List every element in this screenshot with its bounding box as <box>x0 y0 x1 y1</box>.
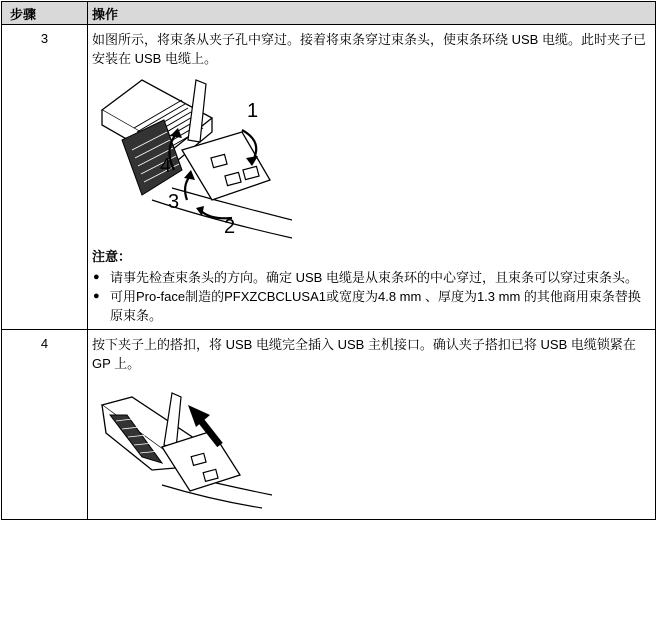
figure-cable-tie <box>92 70 647 245</box>
note-title: 注意： <box>92 249 132 264</box>
step-number: 3 <box>2 25 88 330</box>
step-description: 如图所示，将束条从夹子孔中穿过。接着将束条穿过束条头，使束条环绕 USB 电缆。此时夹子已安装在 USB 电缆上。 <box>92 32 646 66</box>
header-operation: 操作 <box>88 2 656 25</box>
figure-label-3: 3 <box>168 191 180 213</box>
figure-label-1: 1 <box>247 100 259 122</box>
procedure-table <box>1 1 656 520</box>
figure-usb-lock <box>92 375 647 515</box>
header-step: 步骤 <box>2 2 88 25</box>
table-row <box>2 25 656 330</box>
step-content <box>88 330 656 520</box>
table-row <box>2 330 656 520</box>
step-number: 4 <box>2 330 88 520</box>
step-description: 按下夹子上的搭扣，将 USB 电缆完全插入 USB 主机接口。确认夹子搭扣已将 USB 电缆锁紧在 GP 上。 <box>92 337 636 371</box>
table-header-row <box>2 2 656 25</box>
usb-clip-illustration <box>92 70 292 240</box>
note-item: ● 可用Pro-face制造的PFXZCBCLUSA1或宽度为4.8 mm 、厚度为1.3 mm 的其他商用束条替换原束条。 <box>92 287 647 325</box>
note-item: ● 请事先检查束条头的方向。确定 USB 电缆是从束条环的中心穿过，且束条可以穿过束条头。 <box>92 268 647 287</box>
usb-lock-illustration <box>92 375 292 510</box>
figure-label-4: 4 <box>160 155 172 177</box>
step-content <box>88 25 656 330</box>
note-list <box>92 268 647 325</box>
figure-label-2: 2 <box>224 216 236 238</box>
